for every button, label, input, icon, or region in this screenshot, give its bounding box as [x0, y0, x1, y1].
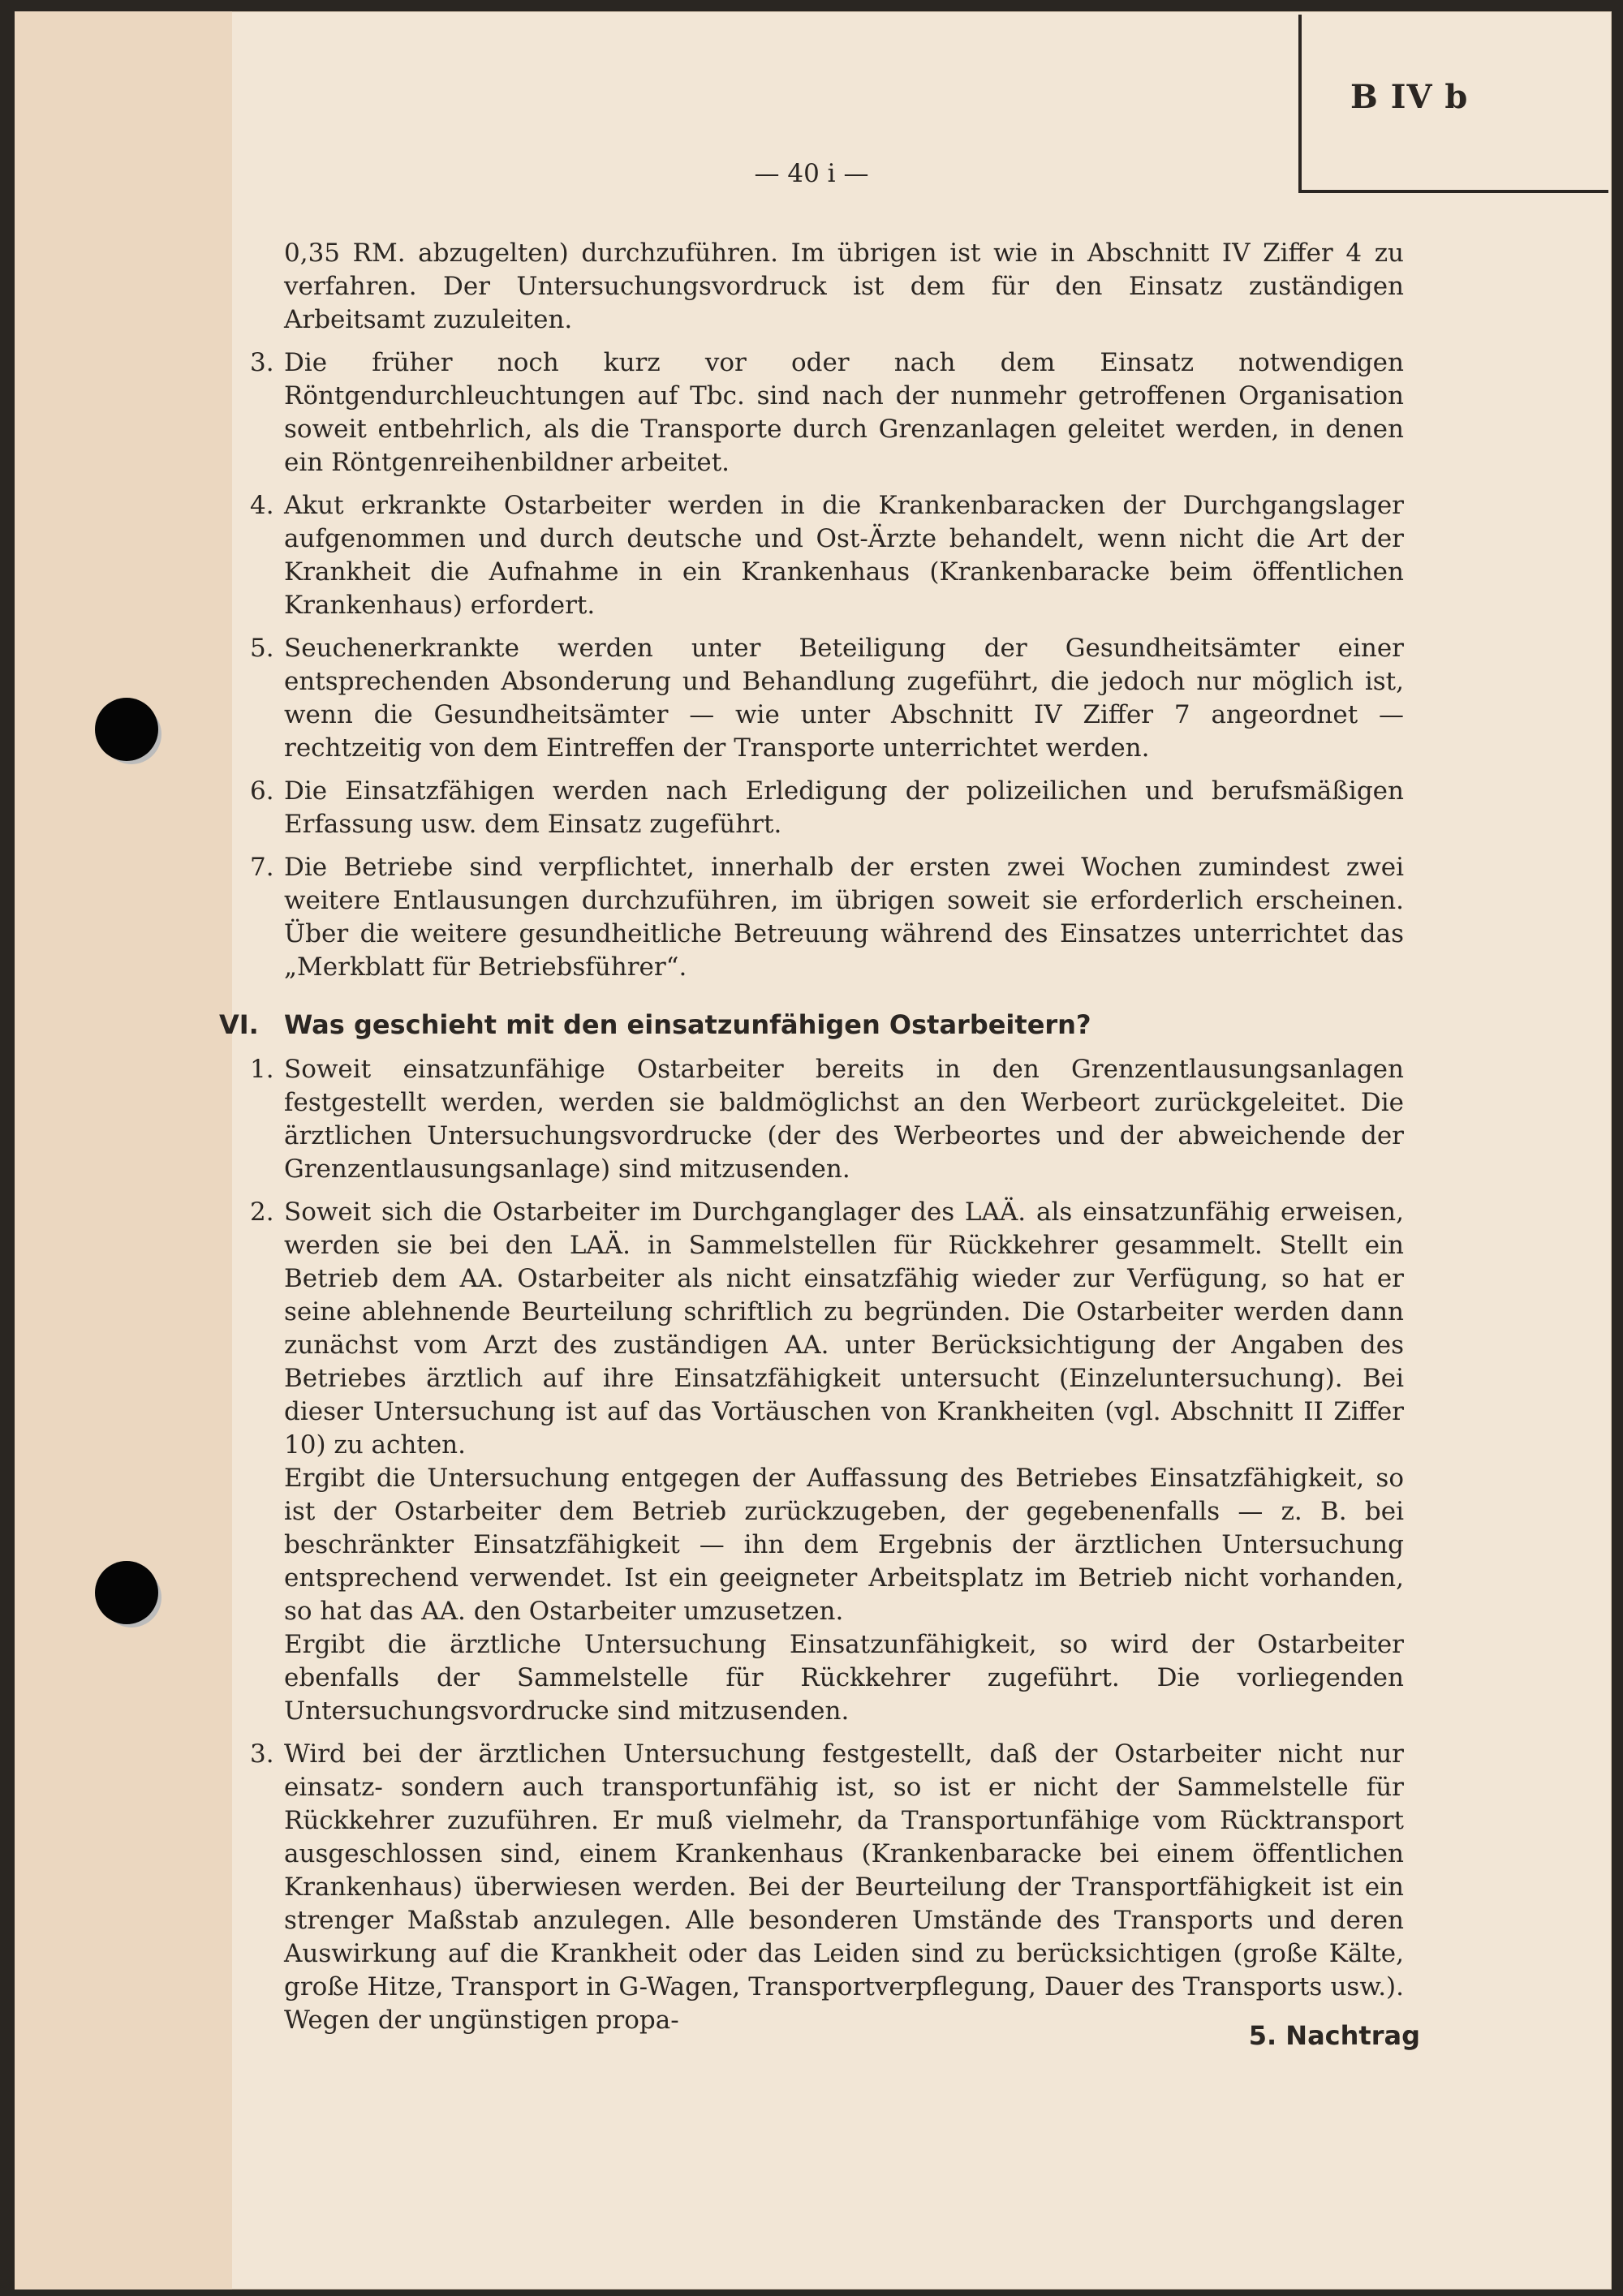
- list-item-number: 2.: [250, 1197, 274, 1227]
- list-item-text: Soweit sich die Ostarbeiter im Durchganglager des LAÄ. als einsatzunfähig erweisen, werden sie bei den LAÄ. in Sammelstellen für Rückkehrer gesammelt. Stellt ein Betrieb dem AA. Ostarbeiter als nicht einsatzfähig wieder zur Verfügung, so hat er seine ablehnende Beurteilung schriftlich zu begründen. Die Ostarbeiter werden dann zunächst vom Arzt des zuständigen AA. unter Berücksichtigung der Angaben des Betriebes ärztlich auf ihre Einsatzfähigkeit untersucht (Einzeluntersuchung). Bei dieser Untersuchung ist auf das Vortäuschen von Krankheiten (vgl. Abschnitt II Ziffer 10) zu achten.: [284, 1197, 1404, 1460]
- list-item-number: 6.: [250, 776, 274, 806]
- list-item-text: Akut erkrankte Ostarbeiter werden in die Krankenbaracken der Durchgangslager aufgenommen und durch deutsche und Ost-Ärzte behandelt, wenn nicht die Art der Krankheit die Aufnahme in ein Krankenhaus (Krankenbaracke beim öffentlichen Krankenhaus) erfordert.: [284, 491, 1404, 620]
- list-item-number: 1.: [250, 1055, 274, 1084]
- section-title: Was geschieht mit den einsatzunfähigen Ostarbeitern?: [284, 1009, 1091, 1040]
- list-item-text: Die früher noch kurz vor oder nach dem Einsatz notwendigen Röntgendurchleuchtungen auf Tbc. sind nach der nunmehr getroffenen Organisation soweit entbehrlich, als die Transporte durch Grenzanlagen geleitet werden, in denen ein Röntgenreihenbildner arbeitet.: [284, 348, 1404, 477]
- list-item-text: Die Einsatzfähigen werden nach Erledigung der polizeilichen und berufsmäßigen Erfassung usw. dem Einsatz zugeführt.: [284, 776, 1404, 839]
- list-item: [219, 346, 1404, 479]
- list-item-text: Die Betriebe sind verpflichtet, innerhalb der ersten zwei Wochen zumindest zwei weitere Entlausungen durchzuführen, im übrigen soweit sie erforderlich erscheinen. Über die weitere gesundheitliche Betreuung während des Einsatzes unterrichtet das „Merkblatt für Betriebsführer“.: [284, 853, 1404, 982]
- list-item-continuation: Ergibt die Untersuchung entgegen der Auffassung des Betriebes Einsatzfähigkeit, so ist der Ostarbeiter dem Betrieb zurückzugeben, der gegebenenfalls — z. B. bei beschränkter Einsatzfähigkeit — ihn dem Ergebnis der ärztlichen Untersuchung entsprechend verwendet. Ist ein geeigneter Arbeitsplatz im Betrieb nicht vorhanden, so hat das AA. den Ostarbeiter umzusetzen.: [284, 1464, 1404, 1626]
- list-item: [219, 632, 1404, 765]
- list-item-text: Wird bei der ärztlichen Untersuchung festgestellt, daß der Ostarbeiter nicht nur einsatz- sondern auch transportunfähig ist, so ist er nicht der Sammelstelle für Rückkehrer zuzuführen. Er muß vielmehr, da Transportunfähige vom Rücktransport ausgeschlossen sind, einem Krankenhaus (Krankenbaracke bei einem öffentlichen Krankenhaus) überwiesen werden. Bei der Beurteilung der Transportfähigkeit ist ein strenger Maßstab anzulegen. Alle besonderen Umstände des Transports und deren Auswirkung auf die Krankheit oder das Leiden sind zu berücksichtigen (große Kälte, große Hitze, Transport in G-Wagen, Transportverpflegung, Dauer des Transports usw.). Wegen der ungünstigen propa-: [284, 1739, 1404, 2035]
- list-item-text: Soweit einsatzunfähige Ostarbeiter bereits in den Grenzentlausungsanlagen festgestellt werden, werden sie baldmöglichst an den Werbeort zurückgeleitet. Die ärztlichen Untersuchungsvordrucke (der des Werbeortes und der abweichende der Grenzentlausungsanlage) sind mitzusenden.: [284, 1055, 1404, 1184]
- list-item-number: 4.: [250, 491, 274, 520]
- document-body: [219, 237, 1404, 2047]
- register-tab-label: B IV b: [1350, 78, 1469, 116]
- list-item-continuation: Ergibt die ärztliche Untersuchung Einsatzunfähigkeit, so wird der Ostarbeiter ebenfalls der Sammelstelle für Rückkehrer zugeführt. Die vorliegenden Untersuchungsvordrucke sind mitzusenden.: [284, 1630, 1404, 1726]
- list-item-text: Seuchenerkrankte werden unter Beteiligung der Gesundheitsämter einer entsprechenden Absonderung und Behandlung zugeführt, die jedoch nur möglich ist, wenn die Gesundheitsämter — wie unter Abschnitt IV Ziffer 7 angeordnet — rechtzeitig von dem Eintreffen der Transporte unterrichtet werden.: [284, 634, 1404, 763]
- list-item-number: 5.: [250, 634, 274, 663]
- punch-hole-icon: [95, 1561, 158, 1624]
- register-tab-box: [1298, 15, 1608, 193]
- list-item: [219, 851, 1404, 984]
- list-item-number: 3.: [250, 1739, 274, 1769]
- list-item: [219, 1196, 1404, 1462]
- section-number: VI.: [219, 1009, 259, 1040]
- supplement-label: 5. Nachtrag: [1248, 2020, 1420, 2051]
- list-item: [219, 489, 1404, 622]
- punch-hole-icon: [95, 698, 158, 761]
- continued-paragraph: 0,35 RM. abzugelten) durchzuführen. Im übrigen ist wie in Abschnitt IV Ziffer 4 zu verfahren. Der Untersuchungsvordruck ist dem für den Einsatz zuständigen Arbeitsamt zuzuleiten.: [284, 239, 1404, 334]
- list-item: [219, 1053, 1404, 1186]
- section-heading: [219, 1008, 1404, 1042]
- list-item: [219, 775, 1404, 841]
- list-item: [219, 1738, 1404, 2037]
- page-number: — 40 i —: [754, 159, 869, 188]
- list-item-number: 7.: [250, 853, 274, 882]
- binding-margin: [15, 11, 232, 2290]
- list-item-number: 3.: [250, 348, 274, 377]
